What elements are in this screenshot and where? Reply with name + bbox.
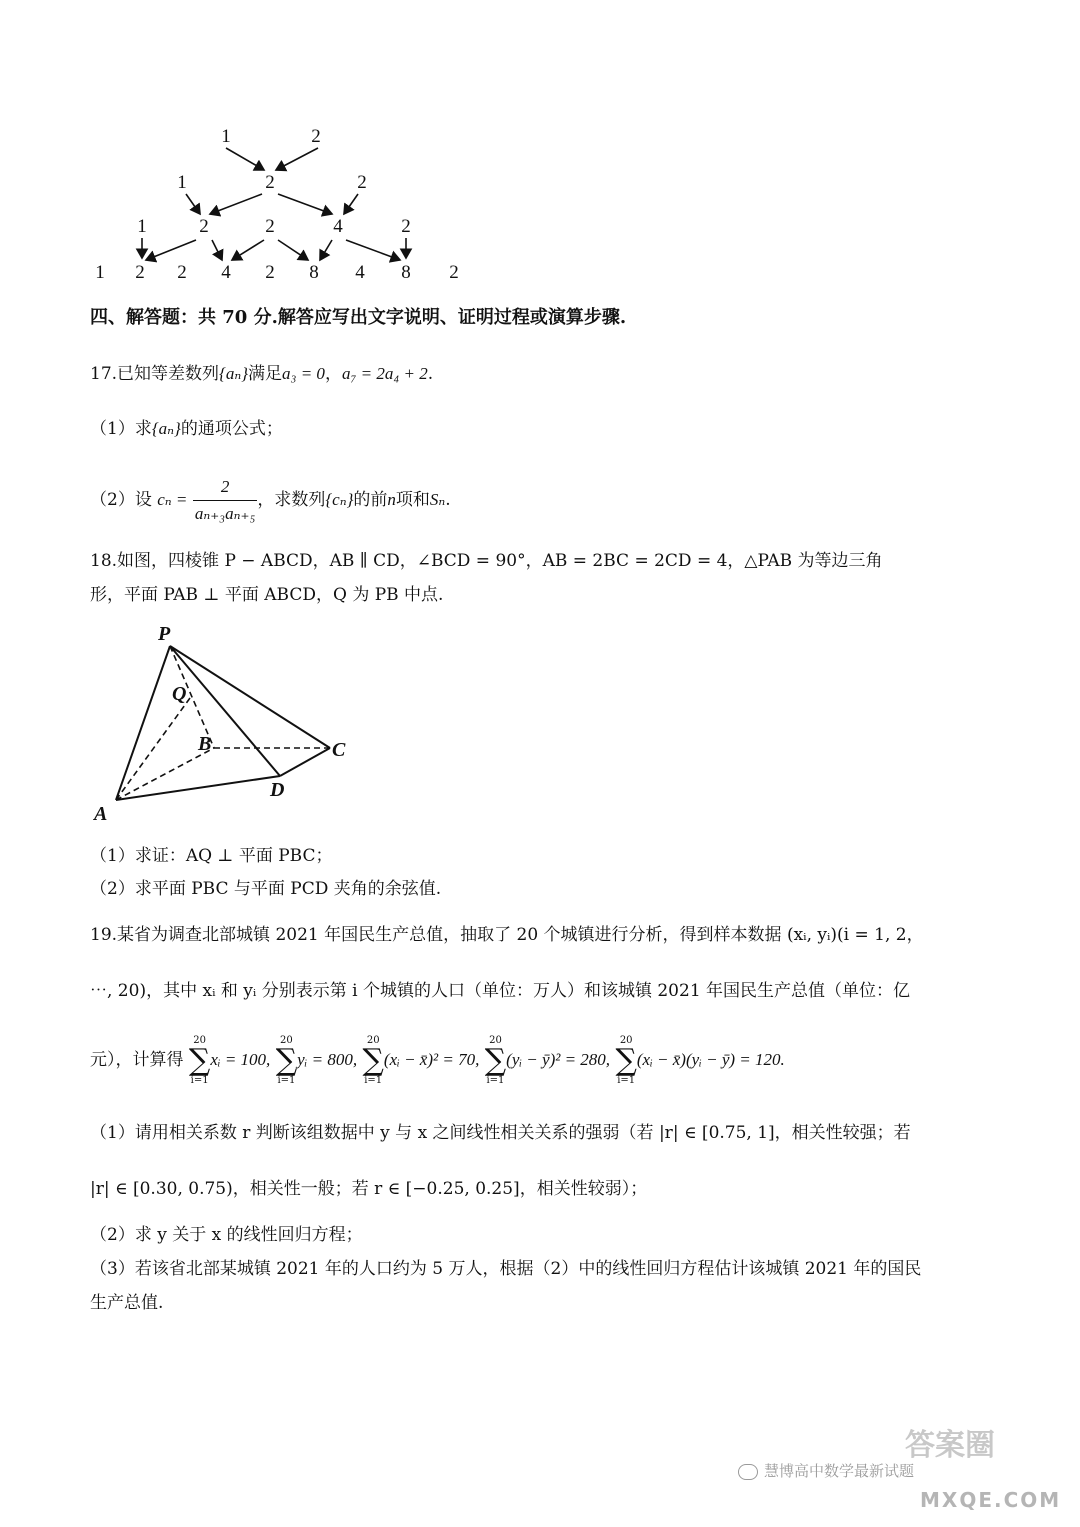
edge-DC bbox=[280, 748, 330, 776]
label-A: A bbox=[94, 803, 108, 825]
section-heading: 四、解答题：共 70 分.解答应写出文字说明、证明过程或演算步骤. bbox=[90, 307, 627, 328]
q18-line2: 形，平面 PAB ⊥ 平面 ABCD，Q 为 PB 中点. bbox=[90, 585, 444, 605]
tree-r2-c2: 2 bbox=[265, 216, 275, 237]
q17-p2-fraction bbox=[193, 474, 258, 527]
q19-term1: xᵢ = 100, bbox=[210, 1050, 271, 1069]
q17-p2-mid2: 的前 bbox=[353, 490, 388, 510]
edge-PD bbox=[170, 646, 280, 776]
wechat-icon bbox=[738, 1464, 758, 1480]
q17-p1-seq: {aₙ} bbox=[151, 419, 181, 438]
q19-term4: (yᵢ − ȳ)² = 280, bbox=[506, 1050, 611, 1069]
q19-term3: (xᵢ − x̄)² = 70, bbox=[383, 1050, 480, 1069]
label-C: C bbox=[332, 739, 346, 761]
tree-r0-c1: 2 bbox=[311, 126, 321, 147]
q17-part2 bbox=[90, 474, 451, 527]
sum-sign-4: 20 ∑ i=1 bbox=[484, 1034, 507, 1086]
q17-p2-num: 2 bbox=[193, 474, 258, 501]
label-D: D bbox=[270, 779, 285, 801]
q19-part3-line1: （3）若该省北部某城镇 2021 年的人口约为 5 万人，根据（2）中的线性回归方程估计该城镇 2021 年的国民 bbox=[90, 1259, 922, 1279]
q19-line2: ⋯, 20)，其中 xᵢ 和 yᵢ 分别表示第 i 个城镇的人口（单位：万人）和该城镇 2021 年国民生产总值（单位：亿 bbox=[90, 981, 911, 1001]
q19-term5: (xᵢ − x̄)(yᵢ − ȳ) = 120. bbox=[636, 1050, 785, 1069]
tree-r2-c4: 2 bbox=[401, 216, 411, 237]
tree-r3-c6: 4 bbox=[355, 262, 365, 283]
label-P: P bbox=[158, 623, 171, 645]
tree-r2-c0: 1 bbox=[137, 216, 147, 237]
q17-end: . bbox=[427, 364, 434, 384]
q17-p2-seq: {cₙ} bbox=[325, 490, 354, 509]
tree-r3-c3: 4 bbox=[221, 262, 231, 283]
tree-r1-c2: 2 bbox=[357, 172, 367, 193]
q17-comma: ， bbox=[324, 364, 342, 384]
q19-part1-line1: （1）请用相关系数 r 判断该组数据中 y 与 x 之间线性相关关系的强弱（若 |r| ∈ [0.75, 1]，相关性较强；若 bbox=[90, 1123, 911, 1143]
q19-part3-line2: 生产总值. bbox=[90, 1293, 164, 1313]
q17-p2-den: aₙ₊₃aₙ₊₅ bbox=[194, 504, 256, 523]
q19-line1: 19.某省为调查北部城镇 2021 年国民生产总值，抽取了 20 个城镇进行分析，得到样本数据 (xᵢ, yᵢ)(i = 1, 2， bbox=[90, 925, 924, 945]
q18-part1: （1）求证：AQ ⊥ 平面 PBC； bbox=[90, 846, 333, 866]
q17-stem-pre: 17.已知等差数列 bbox=[90, 364, 220, 384]
tree-r2-c3: 4 bbox=[333, 216, 343, 237]
pyramid-figure bbox=[90, 620, 370, 830]
q19-line3-pre: 元），计算得 bbox=[90, 1050, 184, 1070]
q17-p1-post: 的通项公式； bbox=[180, 419, 283, 439]
q17-p2-pre: （2）设 bbox=[90, 490, 152, 510]
tree-r1-c0: 1 bbox=[177, 172, 187, 193]
q19-line3 bbox=[90, 1030, 785, 1090]
q17-p2-mid: ，求数列 bbox=[257, 490, 326, 510]
edge-AD bbox=[116, 776, 280, 800]
q19-part1-line2: |r| ∈ [0.30, 0.75)，相关性一般；若 r ∈ [−0.25, 0.25]，相关性较弱）； bbox=[90, 1179, 648, 1199]
q17-p2-lhs: cₙ = bbox=[157, 490, 188, 509]
q17-p2-end: . bbox=[445, 490, 451, 510]
sum-sign-1: 20 ∑ i=1 bbox=[188, 1034, 211, 1086]
tree-r0-c0: 1 bbox=[221, 126, 231, 147]
q17-p2-S: Sₙ bbox=[429, 490, 446, 509]
q17-stem-mid: 满足 bbox=[248, 364, 283, 384]
q17-p2-n: n bbox=[387, 490, 396, 509]
edge-PC bbox=[170, 646, 330, 748]
tree-r3-c2: 2 bbox=[177, 262, 187, 283]
edge-AQ bbox=[116, 698, 190, 800]
tree-r1-c1: 2 bbox=[265, 172, 275, 193]
q19-part2: （2）求 y 关于 x 的线性回归方程； bbox=[90, 1225, 363, 1245]
sum-sign-3: 20 ∑ i=1 bbox=[362, 1034, 384, 1086]
number-tree-diagram bbox=[80, 120, 480, 285]
edge-PA bbox=[116, 646, 170, 800]
watermark-wechat bbox=[738, 1460, 914, 1481]
q17-seq: {aₙ} bbox=[219, 364, 249, 383]
sum-sign-2: 20 ∑ i=1 bbox=[275, 1034, 298, 1086]
watermark-text: 慧博高中数学最新试题 bbox=[764, 1462, 915, 1480]
tree-r3-c4: 2 bbox=[265, 262, 275, 283]
tree-r3-c7: 8 bbox=[401, 262, 411, 283]
q18-part2: （2）求平面 PBC 与平面 PCD 夹角的余弦值. bbox=[90, 879, 442, 899]
q17-cond1: a₃ = 0 bbox=[282, 364, 325, 383]
q17-cond2: a₇ = 2a₄ + 2 bbox=[341, 364, 428, 383]
q17-part1 bbox=[90, 418, 283, 440]
q17-p1-pre: （1）求 bbox=[90, 419, 152, 439]
q17-p2-mid3: 项和 bbox=[395, 490, 430, 510]
label-B: B bbox=[198, 733, 212, 755]
q17-stem bbox=[90, 363, 433, 385]
tree-r3-c0: 1 bbox=[95, 262, 105, 283]
label-Q: Q bbox=[172, 683, 187, 705]
tree-r3-c1: 2 bbox=[135, 262, 145, 283]
watermark-stamp: 答案圈 bbox=[905, 1428, 995, 1463]
q18-line1: 18.如图，四棱锥 P − ABCD，AB ∥ CD，∠BCD = 90°，AB = 2BC = 2CD = 4，△PAB 为等边三角 bbox=[90, 551, 883, 571]
tree-r3-c5: 8 bbox=[309, 262, 319, 283]
tree-r3-c8: 2 bbox=[449, 262, 459, 283]
q19-term2: yᵢ = 800, bbox=[297, 1050, 358, 1069]
tree-r2-c1: 2 bbox=[199, 216, 209, 237]
sum-sign-5: 20 ∑ i=1 bbox=[615, 1034, 637, 1086]
watermark-site: MXQE.COM bbox=[920, 1488, 1062, 1512]
